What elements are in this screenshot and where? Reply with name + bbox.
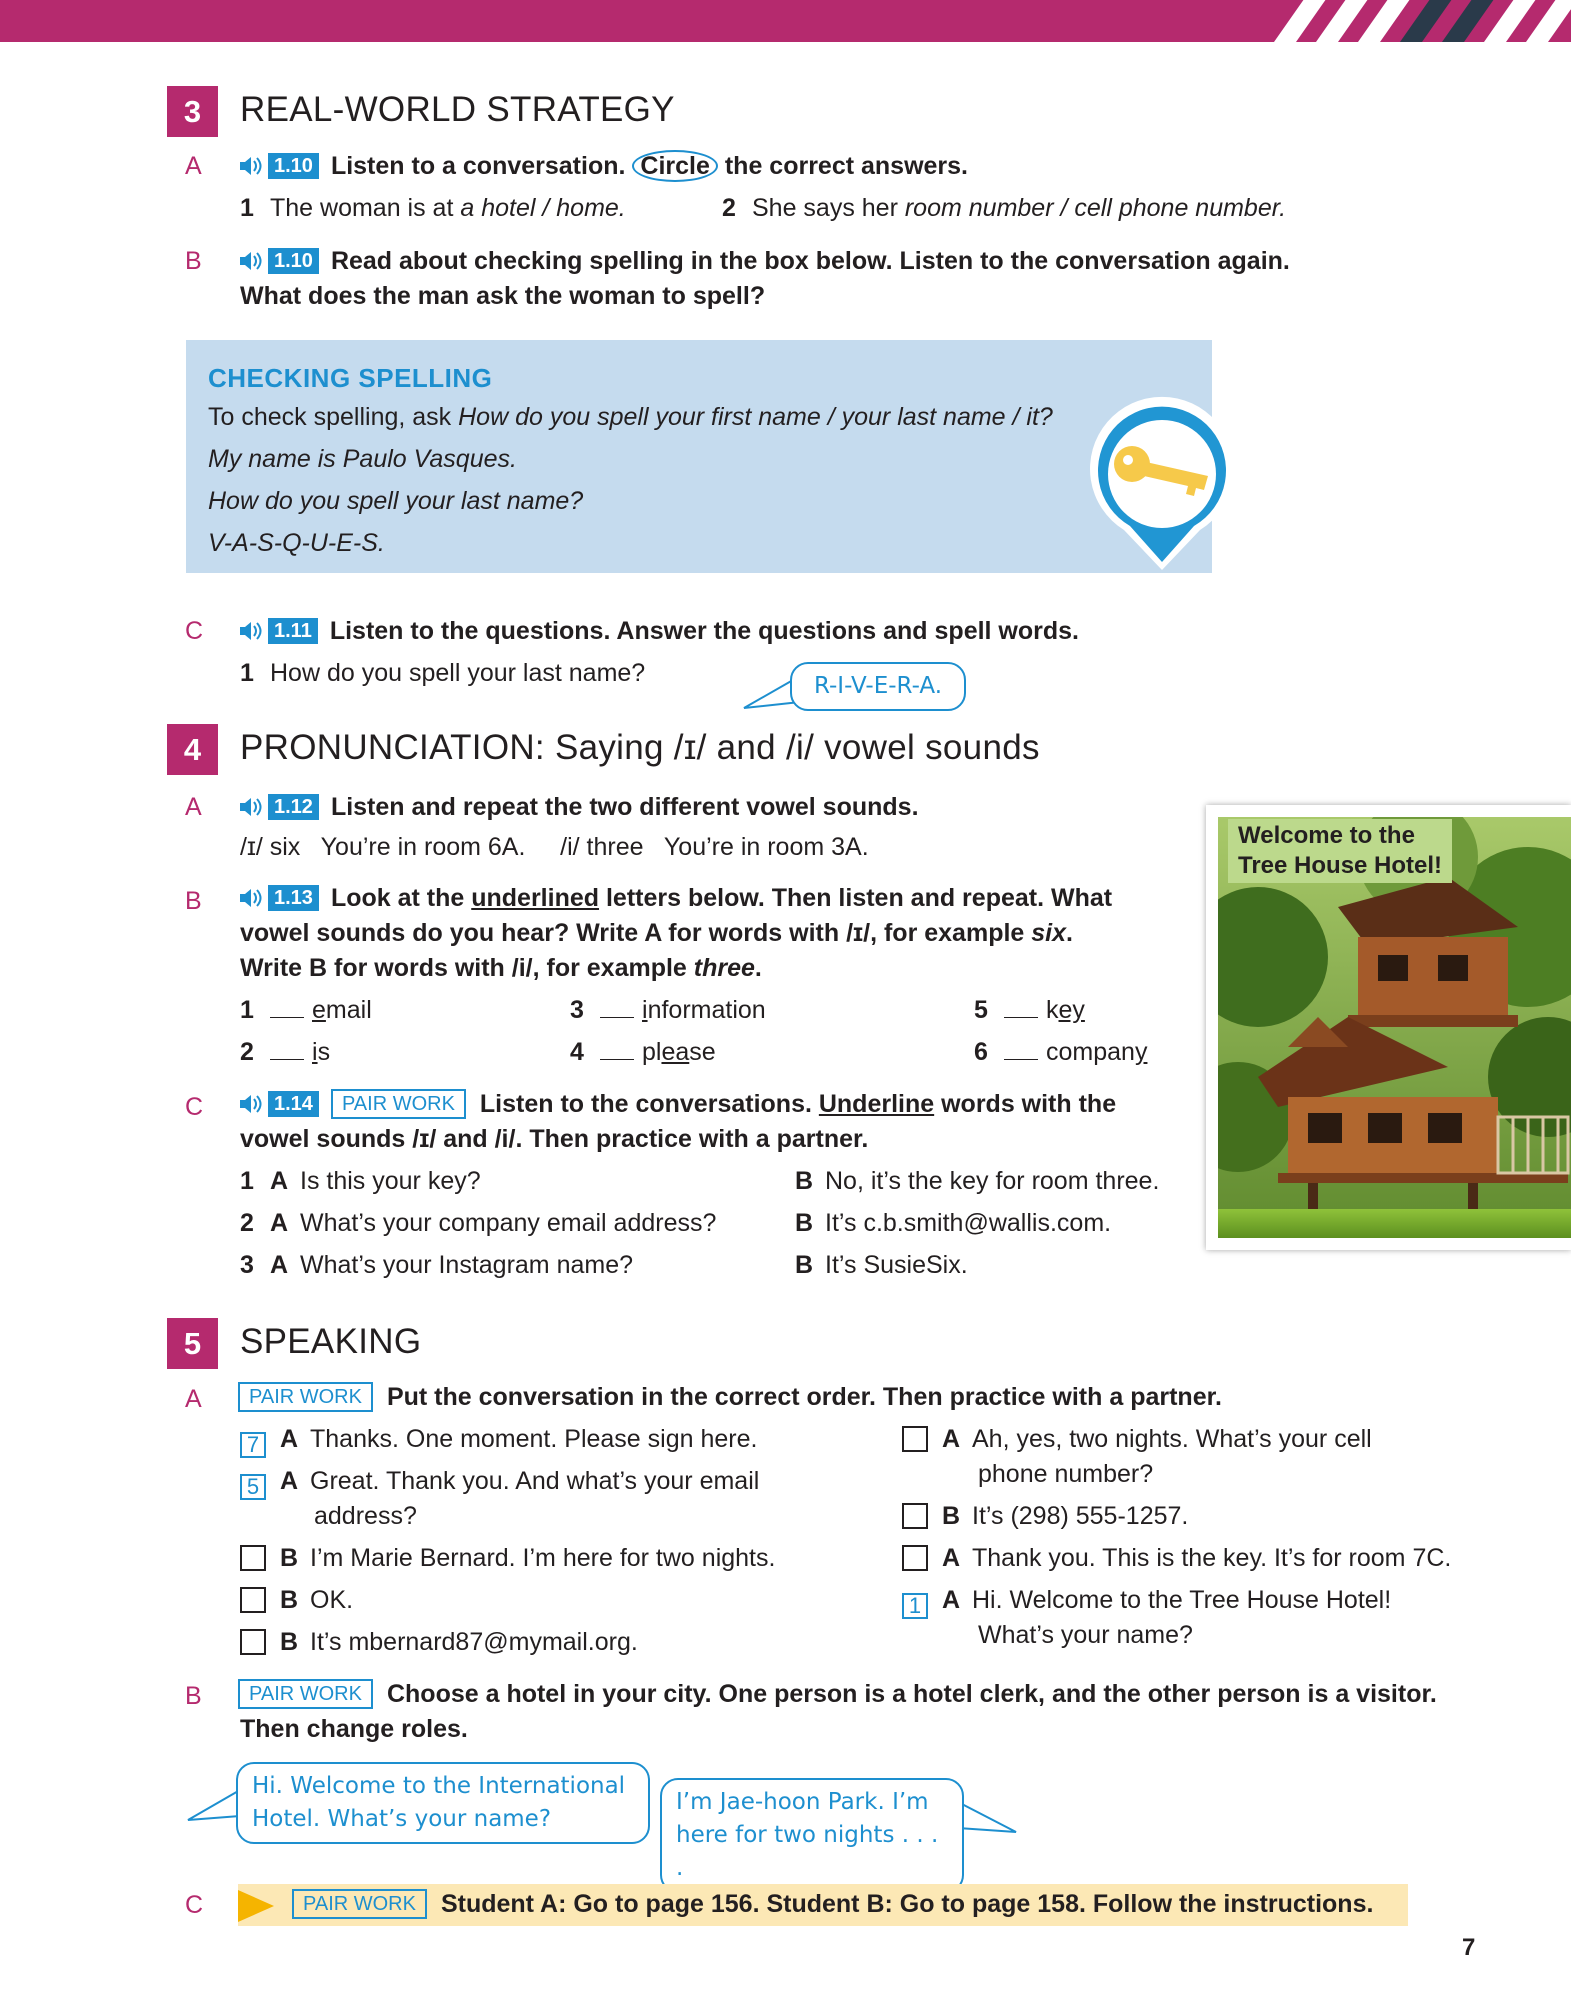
answer-speech-bubble: R-I-V-E-R-A. [790,662,966,711]
word-part: s [317,1038,331,1066]
conversation-text: Hi. Welcome to the Tree House Hotel! [972,1586,1392,1614]
box-example: My name is Paulo Vasques. [208,445,517,473]
item-number: 5 [974,996,988,1024]
answer-blank[interactable] [1004,1017,1038,1018]
speaker-label: B [795,1251,814,1279]
exercise-3b-instruction-line2: What does the man ask the woman to spell? [240,282,766,310]
conversation-line-a [240,1248,633,1283]
audio-speaker-icon[interactable] [238,796,264,818]
box-example: How do you spell your last name? [208,487,584,515]
word-item [240,993,372,1028]
section-5-title: SPEAKING [240,1322,422,1361]
answer-blank[interactable] [1004,1059,1038,1060]
order-checkbox[interactable]: 7 [240,1432,266,1458]
instruction-text: Student A: Go to page 156. Student B: Go to page 158. Follow the instructions. [440,1890,1374,1918]
box-example: How do you spell your first name / your last name / it? [458,403,1053,431]
item-number: 2 [240,1038,254,1066]
conversation-text[interactable]: Is this your key? [300,1167,481,1195]
speaker-label: B [280,1544,299,1572]
section-4-title: PRONUNCIATION: Saying /ɪ/ and /i/ vowel sounds [240,728,1040,767]
audio-track-label[interactable]: 1.13 [268,885,319,911]
pair-work-badge: PAIR WORK [331,1089,466,1119]
box-line [208,480,1190,522]
exercise-5b-instruction-line2: Then change roles. [240,1715,468,1743]
word-part: k [1046,996,1059,1024]
answer-blank[interactable] [270,1017,304,1018]
conversation-line-b [795,1206,1111,1241]
example-word: six [1031,919,1067,947]
exercise-4a-letter: A [185,793,202,821]
instruction-text: letters below. Then listen and repeat. What [599,884,1113,912]
speaker-label: B [795,1167,814,1195]
word-part: compan [1046,1038,1135,1066]
instruction-text: words with the [934,1090,1117,1118]
answer-blank[interactable] [600,1059,634,1060]
answer-options[interactable]: room number / cell phone number. [904,194,1287,222]
conversation-text: Great. Thank you. And what’s your email [310,1467,760,1495]
box-line [208,522,1190,564]
visitor-speech-bubble [660,1778,964,1893]
conversation-text[interactable]: It’s SusieSix. [825,1251,968,1279]
instruction-text: . [754,954,762,982]
word-underlined: ea [661,1038,690,1066]
page-number: 7 [1462,1934,1476,1961]
exercise-4c-letter: C [185,1093,204,1121]
exercise-4c-instruction-line2: vowel sounds /ɪ/ and /i/. Then practice with a partner. [240,1125,869,1153]
speaker-label: B [942,1502,961,1530]
word-underlined: ey [1058,996,1085,1024]
audio-track-label[interactable]: 1.10 [268,248,319,274]
order-checkbox[interactable] [902,1426,928,1452]
checking-spelling-box [186,340,1212,573]
answer-blank[interactable] [270,1059,304,1060]
word-part: mail [325,996,372,1024]
order-item [902,1541,1451,1576]
item-number: 1 [240,1167,254,1195]
underlined-word: underlined [471,884,600,912]
answer-blank[interactable] [600,1017,634,1018]
instruction-text: Listen and repeat the two different vowel sounds. [330,793,919,821]
pair-work-badge: PAIR WORK [292,1889,427,1919]
exercise-3b-letter: B [185,247,202,275]
exercise-4a-instruction [238,790,919,825]
word-underlined: e [312,996,326,1024]
order-checkbox[interactable] [240,1545,266,1571]
speaker-label: B [280,1586,299,1614]
order-item [240,1422,757,1458]
order-item-continued: address? [314,1502,417,1530]
bubble-line: I’m Jae-hoon Park. I’m [676,1789,929,1815]
exercise-3a-item-1 [240,191,626,226]
instruction-text: vowel sounds do you hear? Write A for words with /ɪ/, for example [240,919,1032,947]
word-part: se [689,1038,716,1066]
conversation-line-a [240,1164,481,1199]
bubble-line: Hi. Welcome to the International [252,1773,626,1799]
instruction-text: Listen to a conversation. [330,152,626,180]
section-5-number: 5 [167,1318,218,1369]
top-banner [0,0,1571,42]
conversation-text: Thanks. One moment. Please sign here. [310,1425,758,1453]
circle-word: Circle [632,150,717,182]
item-text: How do you spell your last name? [270,659,646,687]
word-part: nformation [647,996,766,1024]
conversation-text[interactable]: No, it’s the key for room three. [825,1167,1160,1195]
section-3-title: REAL-WORLD STRATEGY [240,90,675,129]
audio-speaker-icon[interactable] [238,250,264,272]
word-part: pl [642,1038,662,1066]
order-item [240,1583,353,1618]
exercise-4b-instruction-line3 [240,951,762,986]
item-number: 1 [240,659,254,687]
conversation-text: Thank you. This is the key. It’s for room 7C. [972,1544,1452,1572]
order-checkbox[interactable] [240,1629,266,1655]
play-arrow-icon [238,1890,274,1922]
exercise-4c-instruction [238,1087,1116,1122]
box-heading: CHECKING SPELLING [208,363,493,393]
instruction-text: Write B for words with /i/, for example [240,954,694,982]
bubble-line: here for two nights . . . . [676,1822,939,1881]
audio-speaker-icon[interactable] [238,1093,264,1115]
exercise-5b-instruction [238,1677,1437,1712]
word-item [240,1035,330,1070]
exercise-5b-letter: B [185,1682,202,1710]
exercise-3a-item-2 [722,191,1286,226]
exercise-3b-instruction [238,244,1290,279]
speaker-label: A [270,1167,289,1195]
bubble-line: Hotel. What’s your name? [252,1806,552,1832]
conversation-line-b [795,1248,968,1283]
caption-line: Tree House Hotel! [1238,852,1443,879]
speaker-label: A [270,1251,289,1279]
order-checkbox[interactable]: 5 [240,1474,266,1500]
example-word: three [693,954,755,982]
exercise-5a-instruction [238,1380,1222,1415]
instruction-text: . [1066,919,1073,947]
item-number: 2 [722,194,736,222]
exercise-3c-letter: C [185,617,204,645]
order-item [902,1422,1372,1457]
box-line [208,396,1190,438]
word-underlined: i [642,996,648,1024]
speaker-label: A [942,1586,961,1614]
instruction-text: Choose a hotel in your city. One person is a hotel clerk, and the other person is a visitor. [386,1680,1437,1708]
key-pin-icon [1084,390,1240,574]
speaker-label: A [942,1425,961,1453]
pair-work-badge: PAIR WORK [238,1382,373,1412]
order-item-continued: phone number? [978,1460,1154,1488]
order-checkbox[interactable] [240,1587,266,1613]
exercise-3a-letter: A [185,152,202,180]
conversation-text: It’s mbernard87@mymail.org. [310,1628,638,1656]
section-4-number: 4 [167,724,218,775]
word-underlined: i [312,1038,318,1066]
item-number: 1 [240,194,254,222]
exercise-5a-letter: A [185,1385,202,1413]
conversation-text: Ah, yes, two nights. What’s your cell [972,1425,1372,1453]
order-item [902,1583,1391,1619]
item-number: 4 [570,1038,584,1066]
exercise-3c-item-1 [240,656,645,691]
item-number: 1 [240,996,254,1024]
audio-track-label[interactable]: 1.10 [268,153,319,179]
item-number: 6 [974,1038,988,1066]
conversation-text[interactable]: What’s your Instagram name? [300,1251,634,1279]
order-checkbox[interactable] [902,1545,928,1571]
word-item [570,1035,716,1070]
instruction-text: Look at the [330,884,472,912]
speech-bubble-tail [186,1786,242,1826]
item-number: 3 [240,1251,254,1279]
pair-work-badge: PAIR WORK [238,1679,373,1709]
clerk-speech-bubble [236,1762,650,1844]
conversation-text: OK. [310,1586,354,1614]
audio-speaker-icon[interactable] [238,155,264,177]
audio-speaker-icon[interactable] [238,887,264,909]
speaker-label: A [270,1209,289,1237]
vowel-sound-examples: /ɪ/ six You’re in room 6A. /i/ three You’re in room 3A. [240,833,869,861]
box-text: To check spelling, ask [208,403,459,431]
order-item-continued: What’s your name? [978,1621,1193,1649]
instruction-text: Listen to the conversations. [479,1090,819,1118]
speaker-label: B [795,1209,814,1237]
audio-track-label[interactable]: 1.12 [268,794,319,820]
conversation-text[interactable]: It’s c.b.smith@wallis.com. [825,1209,1112,1237]
instruction-text: Listen to the questions. Answer the questions and spell words. [329,617,1079,645]
caption-line: Welcome to the [1238,822,1415,849]
order-item [902,1499,1188,1534]
answer-options[interactable]: a hotel / home. [460,194,626,222]
exercise-4b-instruction [238,881,1112,916]
exercise-5c-instruction [292,1887,1373,1922]
conversation-line-b [795,1164,1159,1199]
item-number: 2 [240,1209,254,1237]
box-line [208,438,1190,480]
order-checkbox[interactable] [902,1503,928,1529]
speaker-label: A [942,1544,961,1572]
audio-track-label[interactable]: 1.14 [268,1091,319,1117]
speaker-label: A [280,1425,299,1453]
speaker-label: B [280,1628,299,1656]
order-item [240,1464,759,1500]
item-text: She says her [752,194,905,222]
order-item [240,1625,638,1660]
exercise-4b-instruction-line2 [240,916,1073,951]
speaker-label: A [280,1467,299,1495]
box-example: V-A-S-Q-U-E-S. [208,529,385,557]
order-item [240,1541,775,1576]
word-item [974,993,1085,1028]
instruction-text: the correct answers. [724,152,969,180]
photo-caption [1228,819,1452,883]
exercise-4b-letter: B [185,887,202,915]
conversation-line-a [240,1206,716,1241]
conversation-text: It’s (298) 555-1257. [972,1502,1189,1530]
tree-house-photo-card [1206,805,1571,1250]
speech-bubble-tail [956,1798,1018,1838]
item-text: The woman is at [270,194,461,222]
exercise-5c-letter: C [185,1891,204,1919]
conversation-text[interactable]: What’s your company email address? [300,1209,717,1237]
word-item [974,1035,1147,1070]
underlined-word: Underline [818,1090,935,1118]
item-number: 3 [570,996,584,1024]
order-checkbox[interactable]: 1 [902,1593,928,1619]
conversation-text: I’m Marie Bernard. I’m here for two nights. [310,1544,776,1572]
word-item [570,993,766,1028]
exercise-3c-instruction [238,614,1079,649]
instruction-text: Read about checking spelling in the box below. Listen to the conversation again. [330,247,1290,275]
word-underlined: y [1134,1038,1148,1066]
exercise-3a-instruction [238,149,968,184]
section-3-number: 3 [167,86,218,137]
instruction-text: Put the conversation in the correct order. Then practice with a partner. [386,1383,1222,1411]
audio-track-label[interactable]: 1.11 [268,618,318,644]
audio-speaker-icon[interactable] [238,620,264,642]
